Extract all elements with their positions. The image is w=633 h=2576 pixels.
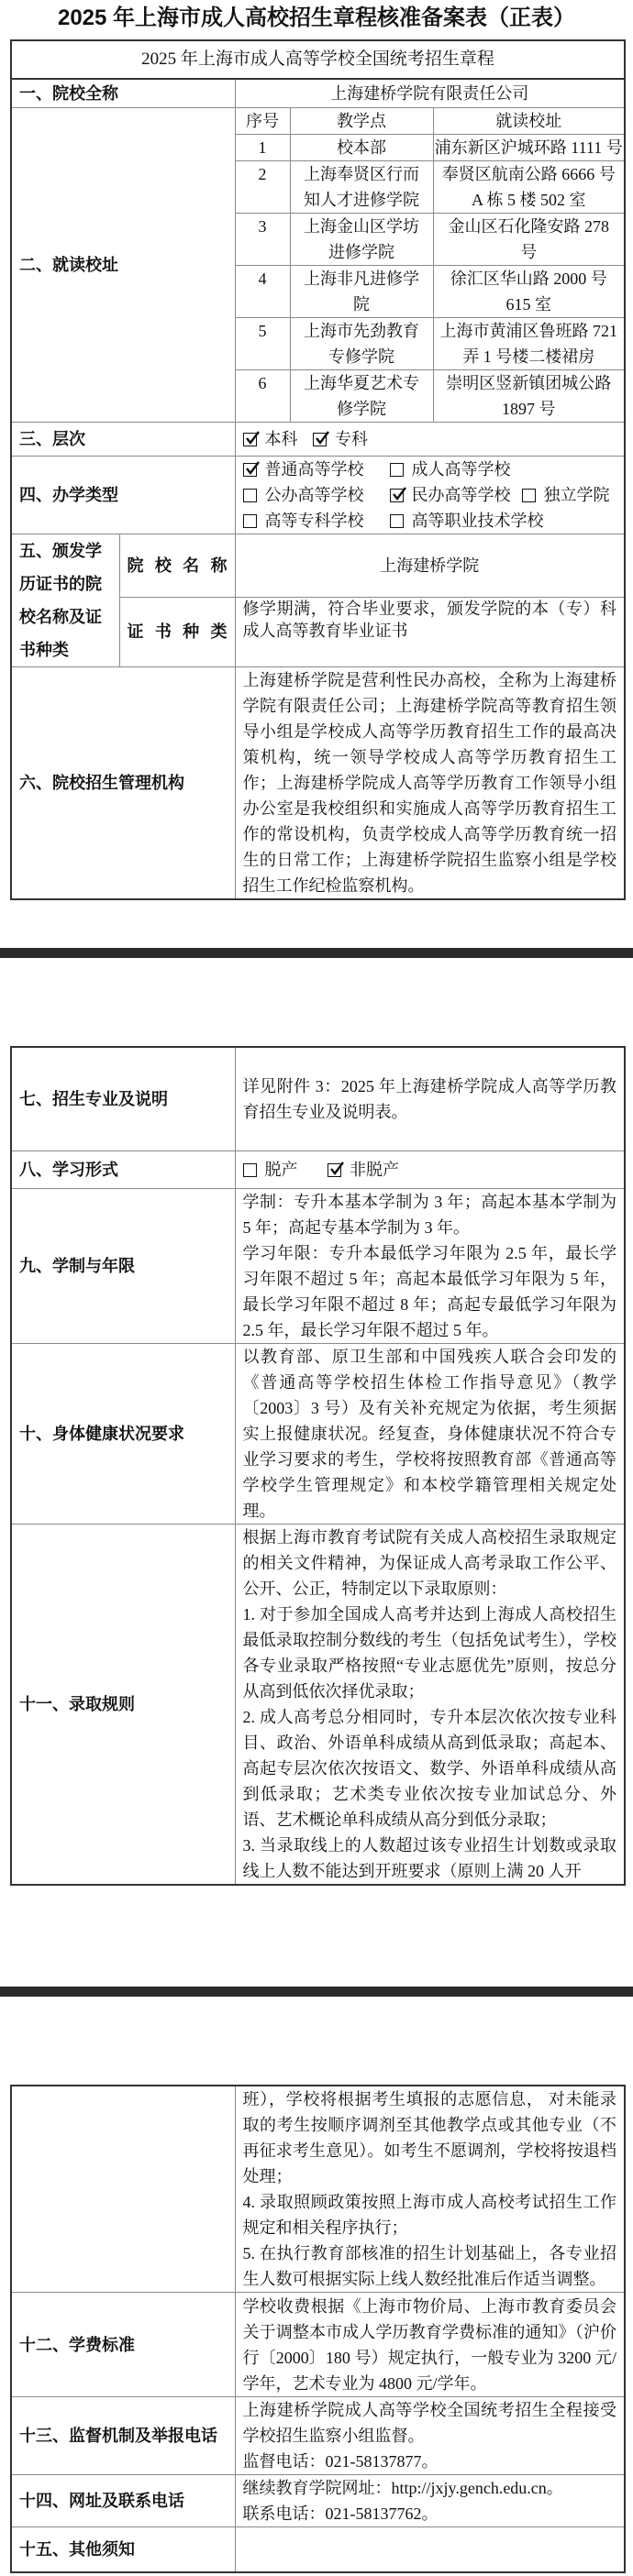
- label-char: 名: [183, 556, 200, 575]
- option-full-time[interactable]: [243, 1157, 298, 1183]
- empty-label-cell: [11, 2086, 235, 2293]
- col-header-point: 教学点: [290, 107, 433, 134]
- website-contact-text: [235, 2475, 625, 2527]
- option-private-hei[interactable]: [390, 482, 511, 508]
- admission-rules-text: [235, 1524, 625, 1885]
- row-school-type: [11, 456, 625, 534]
- supervision-text: [235, 2397, 625, 2475]
- paragraph: 上海建桥学院成人高等学校全国统考招生全程接受学校招生监察小组监督。: [242, 2401, 616, 2445]
- contact-phone: 联系电话：021-58137762。: [242, 2504, 439, 2523]
- label-char: 类: [210, 622, 228, 642]
- paragraph: 班），学校将根据考生填报的志愿信息， 对未能录取的考生按顺序调剂至其他教学点或其他专业（不再征求考生意见）。如考生不愿调剂，学校将按退档处理；: [242, 2090, 616, 2185]
- label-char: 校: [154, 556, 172, 575]
- checkbox-icon[interactable]: [243, 1163, 257, 1177]
- campus-point: 校本部: [290, 134, 433, 160]
- admission-rules-text-continued: [235, 2086, 625, 2293]
- row-website-contact: [11, 2475, 625, 2527]
- row-certificate-school: [11, 534, 625, 597]
- certificate-type: 修学期满，符合毕业要求，颁发学院的本（专）科成人高等教育毕业证书: [235, 597, 625, 666]
- option-label: 公办高等学校: [264, 485, 364, 504]
- checkbox-icon[interactable]: [390, 489, 404, 502]
- option-part-time[interactable]: [328, 1157, 399, 1183]
- label-char: 证: [127, 622, 144, 642]
- page-separator: [0, 1987, 633, 1997]
- label-school-type: 四、办学类型: [11, 456, 235, 534]
- paragraph: 学习年限：专升本最低学习年限为 2.5 年，最长学习年限不超过 5 年；高起本最低学习年限为 5 年，最长学习年限不超过 8 年；高起专最低学习年限为 2.5 年，最长学习年限不超过 5 年。: [242, 1243, 616, 1339]
- option-label: 民办高等学校: [411, 485, 511, 504]
- option-label: 高等职业技术学校: [411, 511, 544, 530]
- row-tuition: [11, 2293, 625, 2397]
- document-title: 2025 年上海市成人高校招生章程核准备案表（正表）: [57, 6, 576, 30]
- col-header-address: 就读校址: [433, 107, 625, 134]
- option-public-hei[interactable]: [243, 482, 390, 508]
- campus-no: 6: [235, 369, 290, 422]
- paragraph: 学制：专升本基本学制为 3 年；高起本基本学制为 5 年；高起专基本学制为 3 年。: [242, 1192, 616, 1237]
- row-admission-office: [11, 666, 625, 899]
- campus-point: 上海奉贤区行而知人才进修学院: [290, 160, 433, 213]
- supervision-phone: 监督电话：021-58137877。: [242, 2452, 439, 2471]
- label-website-contact: 十四、网址及联系电话: [11, 2475, 235, 2527]
- label-admission-rules: 十一、录取规则: [11, 1524, 235, 1885]
- checkbox-icon[interactable]: [243, 433, 257, 446]
- admission-office-text: 上海建桥学院是营利性民办高校，全称为上海建桥学院有限责任公司；上海建桥学院高等教育招生领导小组是学校成人高等学历教育招生工作的最高决策机构，统一领导学校成人高等学历教育招生工作；上海建桥学院成人高等学历教育工作领导小组办公室是我校组织和实施成人高等学历教育招生工作的常设机构，负责学校成人高等学历教育统一招生的日常工作；上海建桥学院招生监察小组是学校招生工作纪检监察机构。: [235, 666, 625, 899]
- checkbox-icon[interactable]: [243, 514, 257, 528]
- paragraph: 1. 对于参加全国成人高考并达到上海成人高校招生最低录取控制分数线的考生（包括免试考生），学校各专业录取严格按照“专业志愿优先”原则，按总分从高到低依次择优录取；: [242, 1604, 616, 1701]
- campus-address: 浦东新区沪城环路 1111 号: [433, 134, 625, 160]
- row-admission-rules: [11, 1524, 625, 1885]
- label-school-name-sub: [119, 534, 235, 597]
- checkbox-icon[interactable]: [390, 514, 404, 528]
- checkbox-icon[interactable]: [390, 463, 404, 477]
- checkbox-icon[interactable]: [243, 489, 257, 502]
- option-vocational-college[interactable]: [390, 508, 544, 534]
- campus-address: 徐汇区华山路 2000 号 615 室: [433, 265, 625, 317]
- checkbox-icon[interactable]: [522, 489, 536, 502]
- health-text: 以教育部、原卫生部和中国残疾人联合会印发的《普通高等学校招生体检工作指导意见》（教学〔2003〕3 号）及有关补充规定为依据，考生须据实上报健康状况。经复查，身体健康状况不符合专业学习要求的考生，学校将按照教育部《普通高等学校学生管理规定》和本校学籍管理相关规定处理。: [235, 1343, 625, 1524]
- paragraph: 2. 成人高考总分相同时，专升本层次依次按专业科目、政治、外语单科成绩从高到低录取；高起本、高起专层次依次按语文、数学、外语单科成绩从高到低录取；艺术类专业依次按专业加试总分、外语、艺术概论单科成绩从高分到低分录取；: [242, 1707, 616, 1829]
- filing-table-page-1: [10, 39, 626, 900]
- campus-address: 崇明区竖新镇团城公路 1897 号: [433, 369, 625, 422]
- campus-point: 上海华夏艺术专修学院: [290, 369, 433, 422]
- filing-table-page-3: [10, 2085, 626, 2573]
- label-char: 院: [127, 556, 144, 575]
- paragraph: 4. 录取照顾政策按照上海市成人高校考试招生工作规定和相关程序执行；: [242, 2193, 616, 2237]
- campus-no: 4: [235, 265, 290, 317]
- label-certificate-type: [119, 597, 235, 666]
- option-independent-college[interactable]: [522, 482, 610, 508]
- label-study-mode: 八、学习形式: [11, 1150, 235, 1188]
- option-junior-college[interactable]: [313, 426, 368, 452]
- row-admission-rules-continued: [11, 2086, 625, 2293]
- option-label: 成人高等学校: [411, 459, 511, 479]
- option-label: 非脱产: [350, 1160, 399, 1179]
- page-separator: [0, 948, 633, 958]
- option-label: 脱产: [264, 1160, 298, 1179]
- checkbox-icon[interactable]: [313, 433, 327, 446]
- campus-no: 1: [235, 134, 290, 160]
- majors-text: 详见附件 3：2025 年上海建桥学院成人高等学历教育招生专业及说明表。: [235, 1047, 625, 1150]
- row-study-mode: [11, 1150, 625, 1188]
- label-health: 十、身体健康状况要求: [11, 1343, 235, 1524]
- checkbox-icon[interactable]: [243, 463, 257, 477]
- campus-no: 2: [235, 160, 290, 213]
- option-label: 本科: [264, 429, 298, 448]
- campus-address: 奉贤区航南公路 6666 号 A 栋 5 楼 502 室: [433, 160, 625, 213]
- tuition-text: 学校收费根据《上海市物价局、上海市教育委员会关于调整本市成人学历教育学费标准的通知》（沪价行〔2000〕180 号）规定执行，一般专业为 3200 元/学年，艺术专业为 4800 元/学年。: [235, 2293, 625, 2397]
- label-majors: 七、招生专业及说明: [11, 1047, 235, 1150]
- other-notes-text: [235, 2527, 625, 2572]
- label-duration: 九、学制与年限: [11, 1188, 235, 1343]
- row-health: [11, 1343, 625, 1524]
- label-supervision: 十三、监督机制及举报电话: [11, 2397, 235, 2475]
- campus-address: 金山区石化隆安路 278 号: [433, 213, 625, 265]
- row-other-notes: [11, 2527, 625, 2572]
- website-link[interactable]: 继续教育学院网址：http://jxjy.gench.edu.cn。: [242, 2479, 563, 2497]
- label-char: 书: [154, 622, 172, 642]
- row-school-name: [11, 79, 625, 107]
- option-specialized-college[interactable]: [243, 508, 390, 534]
- school-full-name: 上海建桥学院有限责任公司: [235, 79, 625, 107]
- paragraph: 5. 在执行教育部核准的招生计划基础上，各专业招生人数可根据实际上线人数经批准后作适当调整。: [242, 2244, 616, 2288]
- label-school-name: 一、院校全称: [11, 79, 235, 107]
- option-label: 独立学院: [543, 485, 610, 504]
- label-certificate: 五、颁发学历证书的院校名称及证书种类: [11, 534, 119, 666]
- campus-address: 上海市黄浦区鲁班路 721 弄 1 号楼二楼裙房: [433, 317, 625, 369]
- certificate-school-name: 上海建桥学院: [235, 534, 625, 597]
- label-char: 种: [183, 622, 200, 642]
- option-regular-hei[interactable]: [243, 457, 390, 482]
- campus-point: 上海市先劲教育专修学院: [290, 317, 433, 369]
- option-label: 普通高等学校: [264, 459, 364, 479]
- row-majors: [11, 1047, 625, 1150]
- row-supervision: [11, 2397, 625, 2475]
- campus-point: 上海金山区学坊进修学院: [290, 213, 433, 265]
- campus-no: 3: [235, 213, 290, 265]
- campus-no: 5: [235, 317, 290, 369]
- campus-point: 上海非凡进修学院: [290, 265, 433, 317]
- option-label: 专科: [335, 429, 368, 448]
- label-campus-address: 二、就读校址: [11, 107, 235, 422]
- label-level: 三、层次: [11, 422, 235, 456]
- checkbox-icon[interactable]: [328, 1163, 341, 1177]
- option-undergraduate[interactable]: [243, 426, 298, 452]
- option-adult-hei[interactable]: [390, 457, 511, 482]
- label-other-notes: 十五、其他须知: [11, 2527, 235, 2572]
- row-duration: [11, 1188, 625, 1343]
- label-admission-office: 六、院校招生管理机构: [11, 666, 235, 899]
- option-label: 高等专科学校: [264, 511, 364, 530]
- row-level: [11, 422, 625, 456]
- paragraph: 根据上海市教育考试院有关成人高校招生录取规定的相关文件精神，为保证成人高考录取工作公平、公开、公正，特制定以下录取原则：: [242, 1527, 616, 1598]
- paragraph: 3. 当录取线上的人数超过该专业招生计划数或录取线上人数不能达到开班要求（原则上满 20 人开: [242, 1835, 616, 1880]
- label-tuition: 十二、学费标准: [11, 2293, 235, 2397]
- filing-table-page-2: [10, 1046, 626, 1886]
- duration-text: [235, 1188, 625, 1343]
- col-header-no: 序号: [235, 107, 290, 134]
- table-header: 2025 年上海市成人高等学校全国统考招生章程: [11, 40, 625, 79]
- label-char: 称: [210, 556, 228, 575]
